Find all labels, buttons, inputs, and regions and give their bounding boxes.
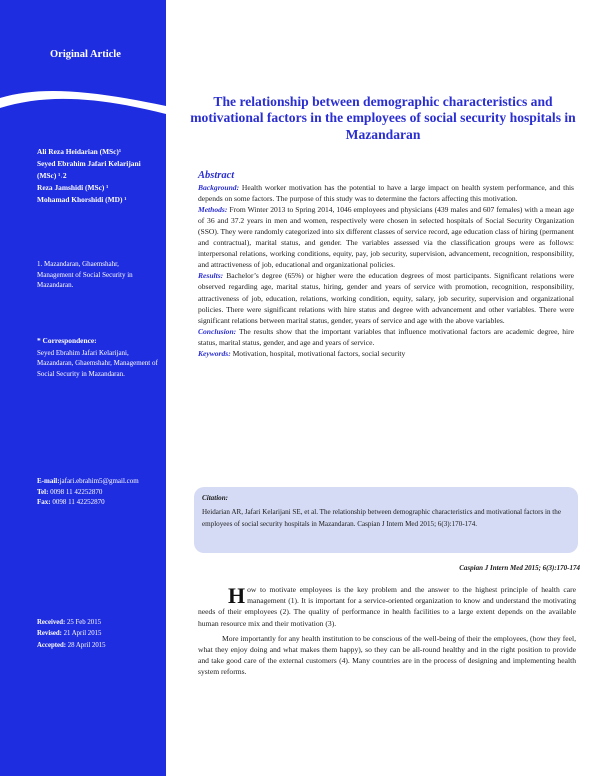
correspondence-text: Seyed Ebrahim Jafari Kelarijani, Mazandaran, Ghaemshahr, Management of Social Security in Mazandaran.	[37, 348, 158, 378]
journal-reference: Caspian J Intern Med 2015; 6(3):170-174	[459, 564, 580, 572]
fax-value: 0098 11 42252870	[52, 498, 105, 507]
wave-decoration	[0, 84, 166, 132]
correspondence-block	[37, 336, 159, 379]
citation-box	[194, 487, 578, 553]
keywords-text: Motivation, hospital, motivational factors, social security	[230, 348, 406, 358]
author-3: Reza Jamshidi (MSc) ¹	[37, 183, 109, 192]
body-paragraph-1	[198, 584, 576, 629]
body-text	[198, 584, 576, 678]
tel-label: Tel:	[37, 487, 49, 496]
received-value: 25 Feb 2015	[67, 619, 102, 626]
keywords-label: Keywords:	[198, 348, 231, 358]
author-1: Ali Reza Heidarian (MSc)¹	[37, 147, 122, 156]
author-2-degree: (MSc) ¹˒2	[37, 171, 67, 180]
abstract-heading: Abstract	[198, 170, 235, 181]
abstract-conclusion	[198, 326, 574, 348]
abstract-keywords	[198, 348, 574, 359]
body-paragraph-1-text: ow to motivate employees is the key problem and the answer to the highest principle of health care management (1). It is important for a service-oriented organization to know and understand the motivating needs of their employees (2). The quality of performance in health facilities to a large extent depends on the available human resource mix and their motivation (3).	[198, 585, 576, 628]
tel-value: 0098 11 42252870	[50, 487, 103, 496]
citation-text: Heidarian AR, Jafari Kelarijani SE, et al. The relationship between demographic characteristics and motivational factors in the employees of social security hospitals in Mazandaran. Caspian J Intern Med 2015; 6(3):170-174.	[202, 508, 561, 528]
methods-label: Methods:	[198, 205, 228, 215]
abstract-methods	[198, 204, 574, 270]
background-label: Background:	[198, 183, 240, 193]
conclusion-label: Conclusion:	[198, 326, 237, 336]
author-list	[37, 146, 163, 206]
contact-block	[37, 476, 165, 508]
results-label: Results:	[198, 271, 224, 281]
body-paragraph-2: More importantly for any health institution to be conscious of the well-being of their the employees, (how they feel, what they enjoy doing and what makes them happy), so they can be all-round healthy and in the right position to provide and take good care of the external customers (4). Many countries are in the process of designing and implementing health system reforms.	[198, 633, 576, 677]
author-2: Seyed Ebrahim Jafari Kelarijani	[37, 159, 141, 168]
email-label: E-mail:	[37, 477, 60, 485]
fax-label: Fax:	[37, 498, 51, 507]
conclusion-text: The results show that the important variables that influence motivational factors are academic degree, hire status, marital status, gender, and age and years of service.	[198, 326, 574, 347]
received-label: Received:	[37, 619, 66, 626]
background-text: Health worker motivation has the potential to have a large impact on health system performance, and this depends on some factors. The purpose of this study was to determine the factors affecting this motivation.	[198, 183, 574, 204]
revised-value: 21 April 2015	[63, 630, 102, 638]
revised-label: Revised:	[37, 630, 62, 638]
abstract-results	[198, 270, 574, 325]
accepted-value: 28 April 2015	[67, 641, 106, 649]
abstract-background	[198, 182, 574, 204]
article-title: The relationship between demographic characteristics and motivational factors in the employees of social security hospitals in Mazandaran	[190, 94, 576, 142]
abstract	[198, 170, 574, 359]
sidebar	[0, 0, 166, 776]
methods-text: From Winter 2013 to Spring 2014, 1046 employees and physicians (439 males and 607 females) with a mean age of 36 and 37.2 years in men and women, respectively were chosen in selected hospitals of Social Security Organization (SSO). They were randomly categorized into six different classes of service record, age education class of hiring (permanent and contractual), marital status, and gender. The variables assessed via the classification groups were as follows: interpersonal relations, working conditions, equity, pay, job security, supervision, advancement, recognition, responsibility, and attractiveness of job, educational and organizational policies.	[198, 205, 574, 270]
affiliation: 1. Mazandaran, Ghaemshahr, Management of Social Security in Mazandaran.	[37, 260, 133, 289]
dates-block	[37, 617, 163, 651]
correspondence-heading: * Correspondence:	[37, 336, 97, 345]
drop-cap: H	[228, 583, 246, 608]
email-value[interactable]: jafari.ebrahim5@gmail.com	[59, 477, 139, 485]
accepted-label: Accepted:	[37, 641, 67, 649]
author-4: Mohamad Khorshidi (MD) ¹	[37, 195, 127, 204]
article-type-label: Original Article	[50, 49, 121, 60]
citation-heading: Citation:	[202, 494, 229, 502]
results-text: Bachelor’s degree (65%) or higher were the education degrees of most participants. Significant relations were observed regarding age, marital status, hiring, gender and years of service with promotion, recognition, responsibility, attractiveness of job, education, relations, working condition, equity, salary, job security, supervision and organizational policies. There were significant relations with hire status and degree with advancement and other variables. There were significant relations between marital status, gender, years of service and age with the above variables.	[198, 271, 574, 325]
